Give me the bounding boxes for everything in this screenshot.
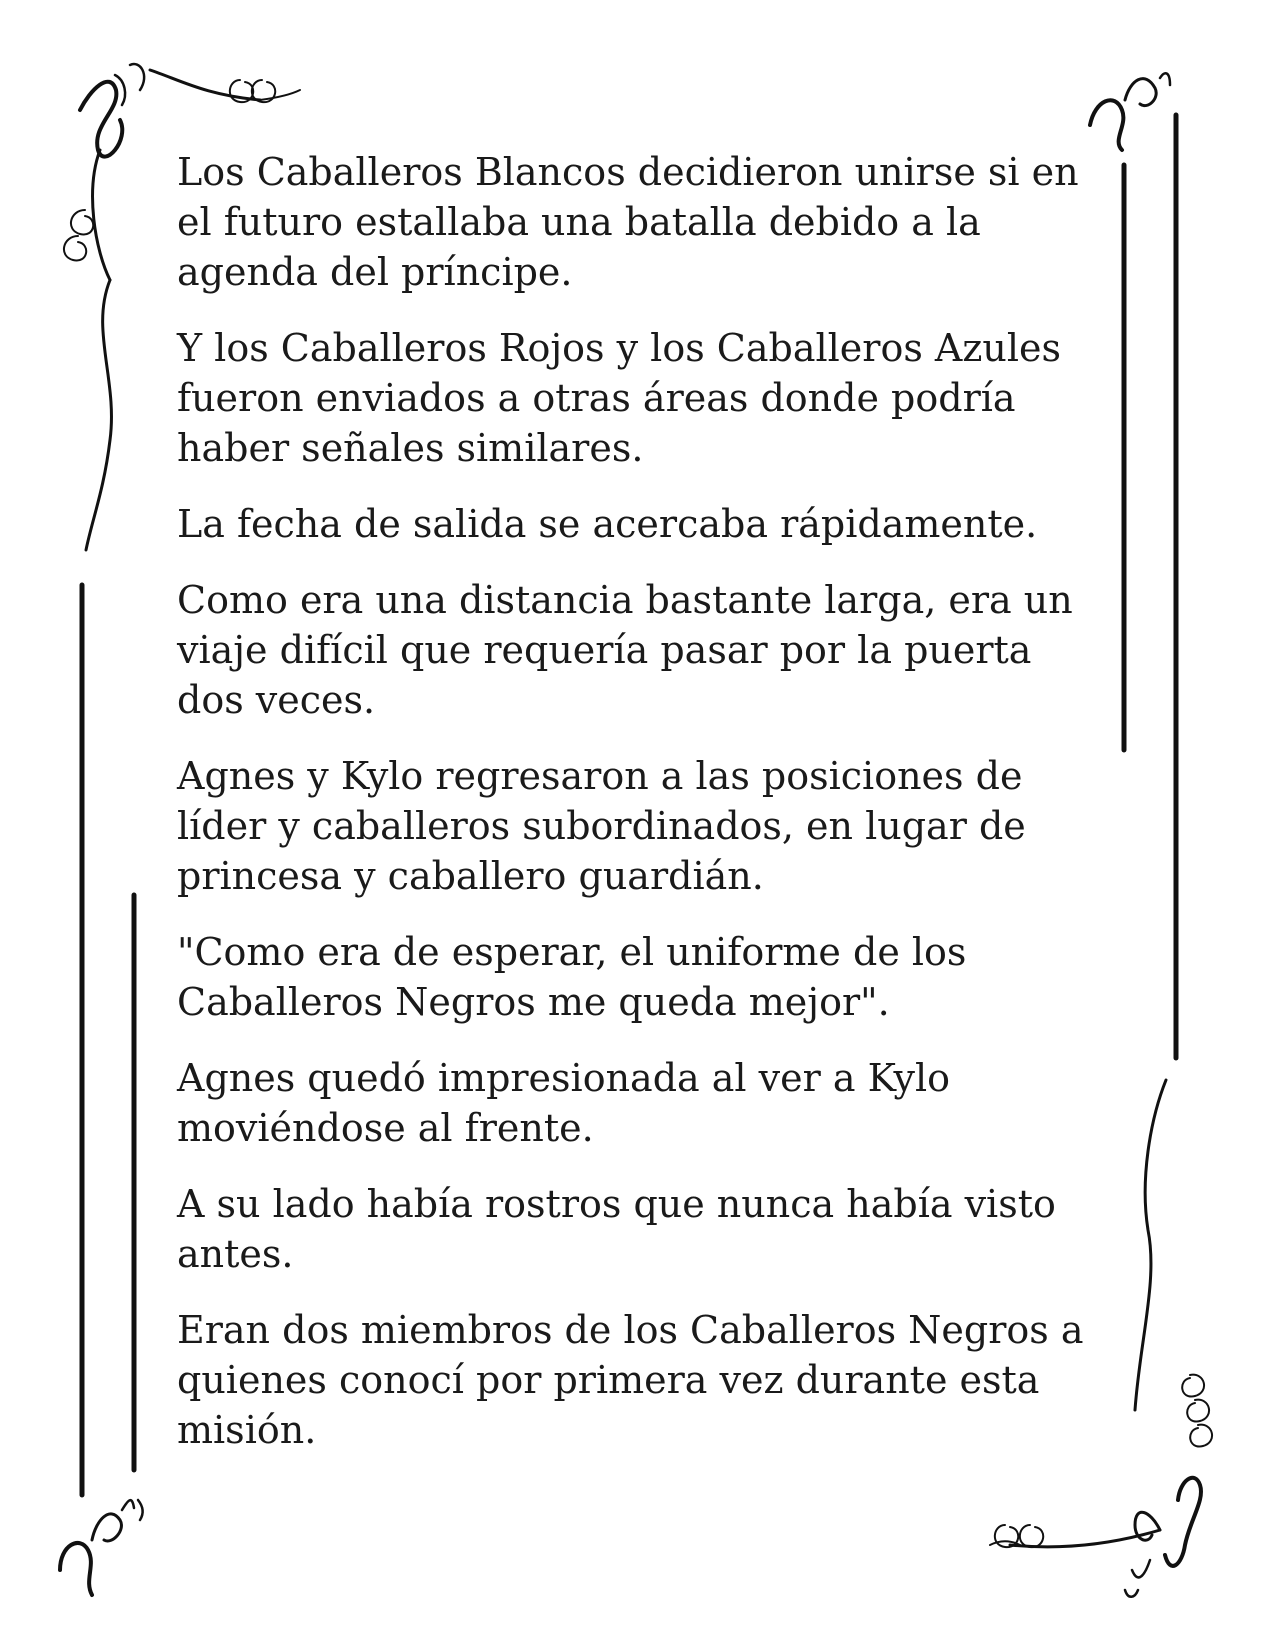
body-text — [177, 147, 1097, 1481]
paragraph: Agnes y Kylo regresaron a las posiciones de líder y caballeros subordinados, en lugar de princesa y caballero guardián. — [177, 754, 1026, 898]
paragraph: Agnes quedó impresionada al ver a Kylo moviéndose al frente. — [177, 1056, 951, 1150]
paragraph: Los Caballeros Blancos decidieron unirse si en el futuro estallaba una batalla debido a la agenda del príncipe. — [177, 150, 1079, 294]
paragraph: La fecha de salida se acercaba rápidamente. — [177, 502, 1038, 546]
top-right-flourish-icon — [1090, 73, 1170, 150]
bottom-left-flourish-icon — [60, 1500, 143, 1595]
paragraph: Y los Caballeros Rojos y los Caballeros Azules fueron enviados a otras áreas donde podría haber señales similares. — [177, 326, 1062, 470]
paragraph: Como era una distancia bastante larga, era un viaje difícil que requería pasar por la puerta dos veces. — [177, 578, 1073, 722]
paragraph: Eran dos miembros de los Caballeros Negros a quienes conocí por primera vez durante esta misión. — [177, 1308, 1084, 1452]
paragraph: A su lado había rostros que nunca había visto antes. — [177, 1182, 1056, 1276]
paragraph: "Como era de esperar, el uniforme de los Caballeros Negros me queda mejor". — [177, 930, 967, 1024]
